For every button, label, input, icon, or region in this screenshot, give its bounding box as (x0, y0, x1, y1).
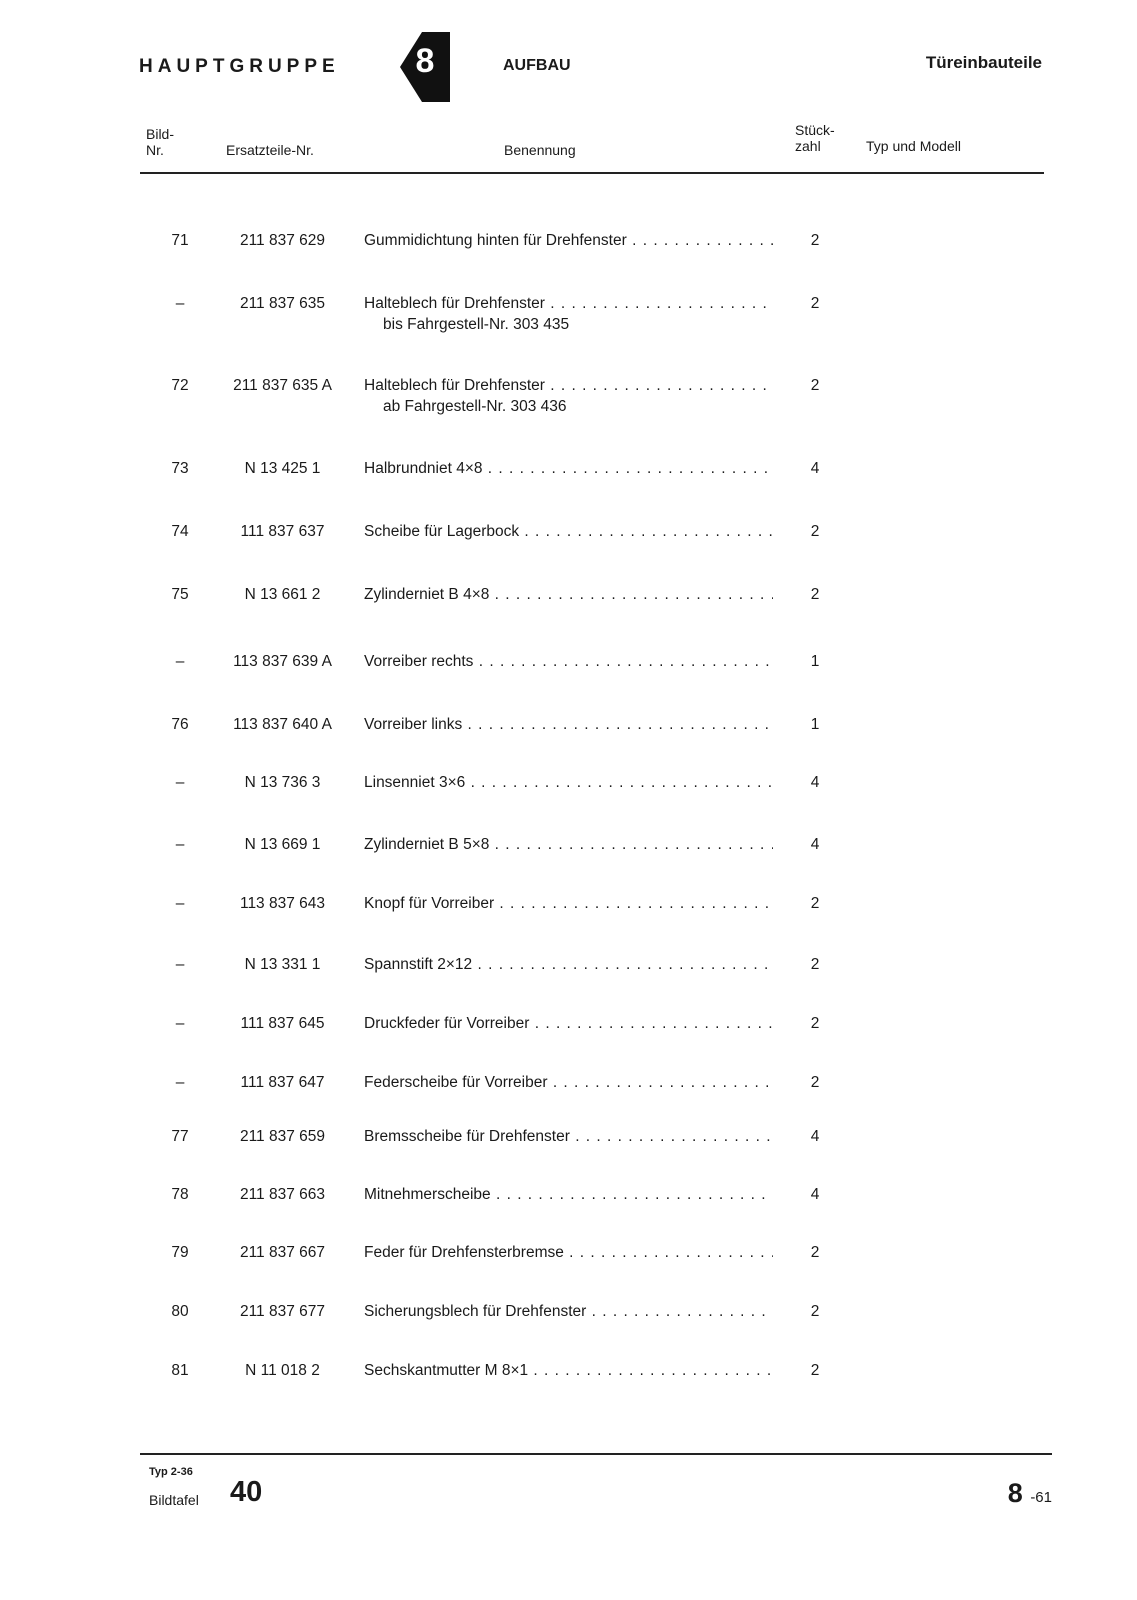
part-number: 111 837 637 (240, 523, 325, 540)
part-description-text: Halteblech für Drehfenster . . . (364, 295, 773, 312)
part-description-text: Feder für Drehfensterbremse . . . (364, 1244, 773, 1261)
column-header-qty: Stück- zahl (795, 122, 835, 154)
part-description-note: ab Fahrgestell-Nr. 303 436 (383, 398, 567, 415)
footer-type: Typ 2-36 (149, 1466, 193, 1478)
bild-number: – (175, 295, 185, 312)
bild-number: 75 (171, 586, 189, 603)
quantity: 4 (810, 460, 820, 477)
bild-number: – (175, 1074, 185, 1091)
part-description-text: Sicherungsblech für Drehfenster . . . (364, 1303, 773, 1320)
part-number: 211 837 635 A (233, 377, 332, 394)
part-description-text: Druckfeder für Vorreiber . . . (364, 1015, 773, 1032)
bild-number: 74 (171, 523, 189, 540)
part-number: 211 837 677 (239, 1303, 326, 1320)
part-number: 211 837 663 (239, 1186, 326, 1203)
footer-bildtafel-number: 40 (230, 1476, 263, 1508)
part-description-text: Gummidichtung hinten für Drehfenster . . . (364, 232, 773, 249)
part-number: 211 837 659 (239, 1128, 326, 1145)
column-header-bild: Bild- Nr. (146, 126, 175, 158)
group-name: AUFBAU (503, 57, 571, 74)
part-number: 113 837 640 A (233, 716, 332, 733)
part-description (364, 232, 773, 250)
part-description-note: bis Fahrgestell-Nr. 303 435 (383, 316, 570, 333)
quantity: 2 (810, 1244, 820, 1261)
part-description (364, 956, 773, 974)
part-description-text: Linsenniet 3×6 . . . (364, 774, 773, 791)
part-number: 211 837 667 (239, 1244, 326, 1261)
part-description (364, 523, 773, 541)
part-description-text: Halbrundniet 4×8 . . . (364, 460, 773, 477)
part-number: N 13 669 1 (244, 836, 321, 853)
part-number: N 11 018 2 (245, 1362, 320, 1379)
bild-number: – (175, 653, 185, 670)
part-description (364, 653, 773, 671)
bild-number: 76 (171, 716, 189, 733)
quantity: 4 (810, 774, 820, 791)
part-description-text: Sechskantmutter M 8×1 . . . (364, 1362, 773, 1379)
part-number: 211 837 629 (239, 232, 326, 249)
part-description (364, 586, 773, 604)
part-description-text: Bremsscheibe für Drehfenster . . . (364, 1128, 773, 1145)
bild-number: – (175, 895, 185, 912)
quantity: 2 (810, 1074, 820, 1091)
part-description (364, 295, 773, 313)
column-header-part-no: Ersatzteile-Nr. (226, 142, 314, 158)
quantity: 2 (810, 377, 820, 394)
part-description-text: Zylinderniet B 4×8 . . . (364, 586, 773, 603)
quantity: 4 (810, 1128, 820, 1145)
bild-number: – (175, 836, 185, 853)
part-description-text: Knopf für Vorreiber . . . (364, 895, 773, 912)
part-description (364, 377, 773, 395)
part-description-text: Halteblech für Drehfenster . . . (364, 377, 773, 394)
part-description (364, 1362, 773, 1380)
quantity: 4 (810, 1186, 820, 1203)
part-number: N 13 331 1 (244, 956, 321, 973)
bild-number: 81 (171, 1362, 189, 1379)
part-number: N 13 661 2 (244, 586, 321, 603)
part-description-text: Scheibe für Lagerbock . . . (364, 523, 773, 540)
quantity: 2 (810, 586, 820, 603)
footer-rule (140, 1453, 1052, 1455)
bild-number: – (175, 956, 185, 973)
part-description (364, 895, 773, 913)
bild-number: 77 (171, 1128, 189, 1145)
section-title: Türeinbauteile (925, 53, 1042, 72)
bild-number: 79 (171, 1244, 189, 1261)
part-description (364, 1186, 773, 1204)
part-description (364, 460, 773, 478)
part-number: 113 837 643 (239, 895, 326, 912)
part-description (364, 1128, 773, 1146)
part-description-text: Zylinderniet B 5×8 . . . (364, 836, 773, 853)
part-number: 211 837 635 (239, 295, 326, 312)
bild-number: 71 (171, 232, 189, 249)
quantity: 1 (810, 716, 820, 733)
part-description-text: Federscheibe für Vorreiber . . . (364, 1074, 773, 1091)
part-number: 111 837 647 (240, 1074, 325, 1091)
part-number: N 13 736 3 (244, 774, 321, 791)
part-description (364, 1244, 773, 1262)
quantity: 2 (810, 1303, 820, 1320)
quantity: 2 (810, 295, 820, 312)
group-number: 8 (415, 42, 435, 80)
quantity: 1 (810, 653, 820, 670)
part-description (364, 716, 773, 734)
main-group-label: HAUPTGRUPPE (139, 56, 340, 77)
bild-number: 80 (171, 1303, 189, 1320)
part-description-text: Vorreiber links . . . (364, 716, 773, 733)
bild-number: – (175, 774, 185, 791)
part-number: 111 837 645 (240, 1015, 325, 1032)
part-description (364, 1303, 773, 1321)
footer-bildtafel-label: Bildtafel (149, 1492, 199, 1508)
bild-number: 78 (171, 1186, 189, 1203)
part-number: 113 837 639 A (233, 653, 332, 670)
bild-number: – (175, 1015, 185, 1032)
quantity: 2 (810, 523, 820, 540)
page-number: 8 -61 (1007, 1478, 1052, 1508)
quantity: 2 (810, 1015, 820, 1032)
quantity: 4 (810, 836, 820, 853)
part-description (364, 1015, 773, 1033)
bild-number: 73 (171, 460, 189, 477)
quantity: 2 (810, 895, 820, 912)
bild-number: 72 (171, 377, 189, 394)
column-header-type: Typ und Modell (866, 138, 961, 154)
part-description-text: Vorreiber rechts . . . (364, 653, 773, 670)
part-description (364, 836, 773, 854)
quantity: 2 (810, 1362, 820, 1379)
part-description-text: Spannstift 2×12 . . . (364, 956, 773, 973)
quantity: 2 (810, 232, 820, 249)
part-description-text: Mitnehmerscheibe . . . (364, 1186, 773, 1203)
header-rule (140, 172, 1044, 174)
quantity: 2 (810, 956, 820, 973)
part-description (364, 1074, 773, 1092)
part-number: N 13 425 1 (244, 460, 321, 477)
part-description (364, 774, 773, 792)
column-header-name: Benennung (504, 142, 576, 158)
